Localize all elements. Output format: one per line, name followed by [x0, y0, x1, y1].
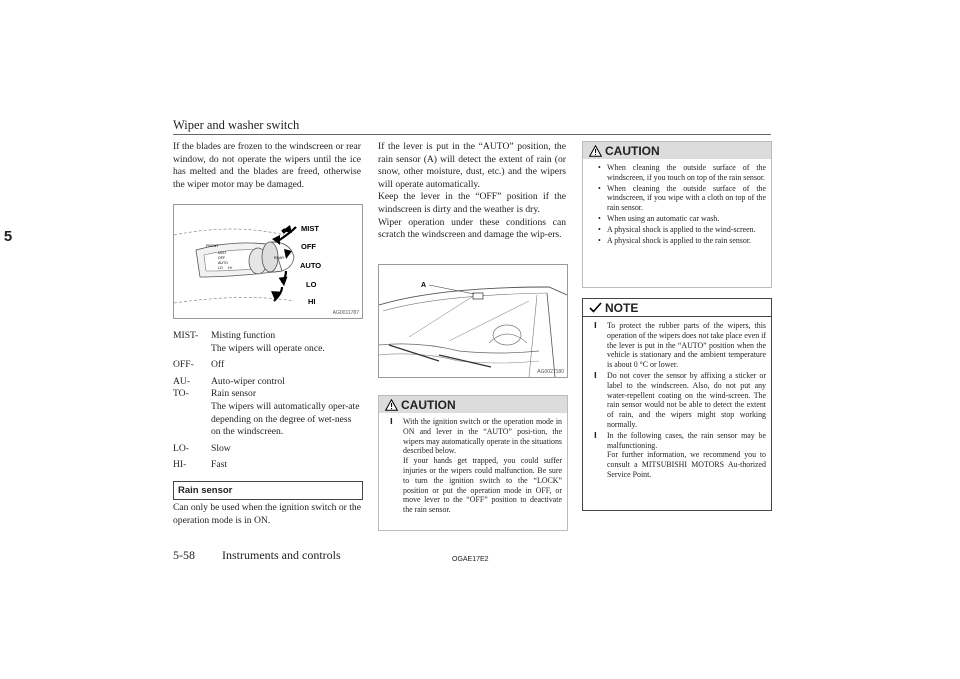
switch-text-mist: MIST [218, 251, 227, 255]
caution-item: • When cleaning the outside surface of the windscreen, if you wipe with a cloth on top of the rain sensor. [607, 184, 766, 213]
caution-header [379, 396, 567, 413]
rain-sensor-heading: Rain sensor [173, 481, 363, 500]
figure-label-auto: AUTO [300, 261, 322, 270]
definition-term: HI- [173, 459, 187, 471]
definition-line: Misting function [211, 330, 276, 341]
warning-triangle-icon [385, 399, 398, 411]
definition-off [173, 359, 361, 372]
caution-item: • When cleaning the outside surface of the windscreen, if you touch on top of the rain sensor. [607, 163, 766, 183]
page-number: 5-58 [173, 548, 195, 562]
off-paragraph: Keep the lever in the “OFF” position if the windscreen is dirty and the weather is dry. [378, 191, 566, 215]
definition-term: MIST- [173, 330, 199, 341]
caution-item: • A physical shock is applied to the rain sensor. [607, 236, 766, 246]
note-checkmark-icon [589, 302, 602, 313]
definition-term: OFF- [173, 359, 194, 371]
page-header-title: Wiper and washer switch [173, 118, 300, 132]
figure-id: AG0011787 [332, 310, 359, 316]
definition-line: The wipers will operate once. [211, 342, 325, 354]
caution-box-middle [378, 395, 568, 531]
caution-list [379, 413, 567, 520]
note-header [583, 299, 771, 317]
document-code: OGAE17E2 [452, 556, 489, 563]
note-item: l Do not cover the sensor by affixing a sticker or label to the windscreen. Also, do not put any water-repellent coating on the wind-screen. The rain sensor would not be able to detect the extent of rain, and the wipers might stop working normally. [607, 371, 766, 430]
switch-text-off: OFF [218, 256, 226, 260]
auto-paragraph: If the lever is put in the “AUTO” position, the rain sensor (A) will detect the extent of rain (or snow, other moisture, dust, etc.) and the wipers will operate automatically. [378, 141, 566, 190]
front-label: FRONT [206, 244, 219, 248]
caution-header [583, 142, 771, 159]
sensor-label-a: A [421, 282, 427, 289]
caution-title: CAUTION [605, 143, 660, 158]
definition-line: Slow [211, 442, 231, 454]
figure-label-off: OFF [301, 242, 316, 251]
note-box [582, 298, 772, 511]
switch-text-auto: AUTO [218, 261, 228, 265]
definition-term: AU- TO- [173, 375, 191, 400]
note-item: l To protect the rubber parts of the wipers, this operation of the wipers does not take place even if the lever is put in the “AUTO” position when the vehicle is stationary and the ambient temperature is about 0 °C or lower. [607, 321, 766, 370]
header-rule [173, 134, 771, 135]
caution-item: • When using an automatic car wash. [607, 214, 766, 224]
figure-label-lo: LO [306, 280, 317, 289]
wiper-lever-illustration [174, 205, 362, 318]
section-tab: 5 [3, 228, 13, 245]
switch-text-hi: HI [228, 266, 232, 270]
intro-paragraph: If the blades are frozen to the windscreen or rear window, do not operate the wipers until the ice has melted and the blades are freed, otherwise the wiper motor may be damaged. [173, 141, 361, 190]
note-item: l In the following cases, the rain sensor may be malfunctioning. For further information, we recommend you to consult a MITSUBISHI MOTORS Au-thorized Service Point. [607, 431, 766, 480]
scratch-paragraph: Wiper operation under these conditions can scratch the windscreen and damage the wip-ers. [378, 216, 566, 241]
definition-lo [173, 443, 361, 456]
definition-hi [173, 459, 361, 472]
warning-triangle-icon [589, 145, 602, 157]
figure-id: AG0027180 [537, 369, 564, 375]
rain-sensor-figure [378, 264, 568, 378]
switch-text-lo: LO [218, 266, 223, 270]
definition-line: Off [211, 359, 225, 371]
definition-line: Auto-wiper control [211, 375, 285, 387]
caution-item: • A physical shock is applied to the wind-screen. [607, 225, 766, 235]
caution-item: l With the ignition switch or the operation mode in ON and lever in the “AUTO” posi-tion, the wipers may automatically operate in the situations described below. If your hands get trapped, you could suffer injuries or the wipers could malfunction. Be sure to turn the ignition switch to the “LOCK” position or put the operation mode in OFF, or move lever to the “OFF” position to deactivate the rain sensor. [403, 417, 562, 515]
definition-line: Fast [211, 459, 227, 471]
caution-title: CAUTION [401, 397, 456, 412]
note-title: NOTE [605, 300, 639, 315]
note-list [583, 317, 771, 485]
windscreen-illustration [379, 265, 567, 377]
footer-section: Instruments and controls [222, 548, 341, 562]
caution-list [583, 159, 771, 250]
figure-label-mist: MIST [301, 224, 319, 233]
rear-label: REAR [274, 256, 284, 260]
wiper-switch-figure [173, 204, 363, 319]
definition-term: LO- [173, 442, 189, 454]
definition-mist [173, 330, 361, 355]
definition-line: Rain sensor [211, 388, 257, 400]
definition-auto [173, 376, 361, 439]
definition-list [173, 330, 361, 472]
rain-sensor-text: Can only be used when the ignition switch or the operation mode is in ON. [173, 502, 361, 526]
figure-label-hi: HI [308, 297, 316, 306]
caution-box-right [582, 141, 772, 288]
definition-line: The wipers will automatically oper-ate depending on the degree of wet-ness on the windscreen. [211, 400, 360, 438]
middle-text [378, 141, 566, 242]
